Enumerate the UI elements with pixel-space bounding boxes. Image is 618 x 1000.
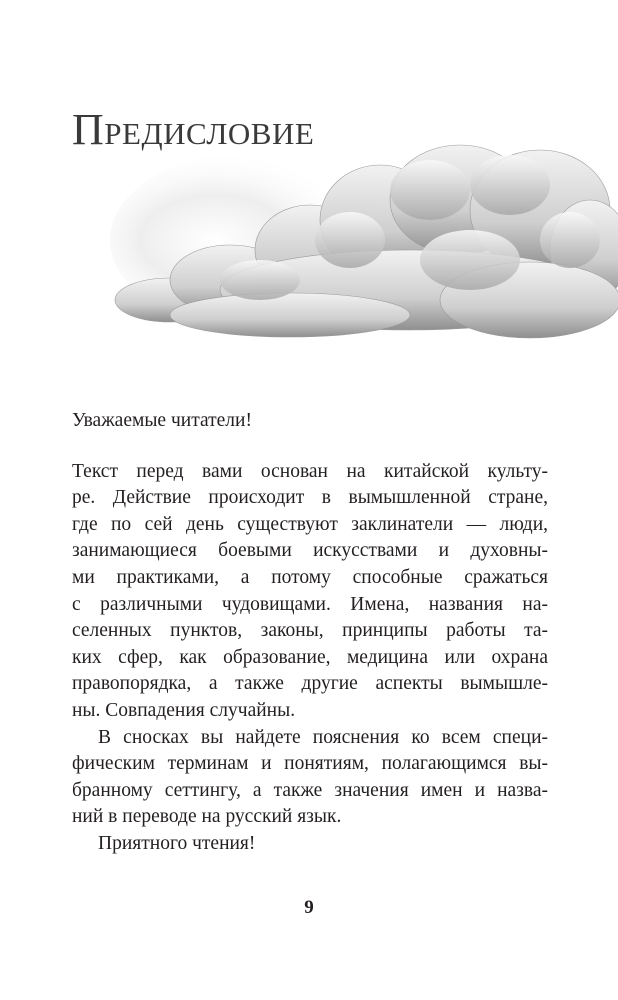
page-number: 9: [304, 897, 314, 918]
text-line: ны. Совпадения случайны.: [72, 699, 296, 721]
text-line: правопорядка, а также другие аспекты вымышле-: [72, 673, 548, 695]
paragraph-2: [72, 725, 548, 831]
text-line: Текст перед вами основан на китайской культу-: [72, 460, 548, 482]
text-line: ний в переводе на русский язык.: [72, 806, 342, 828]
text-line: ре. Действие происходит в вымышленной стране,: [72, 487, 548, 509]
text-line: занимающиеся боевыми искусствами и духовны-: [72, 540, 548, 562]
text-line: где по сей день существуют заклинатели — люди,: [72, 513, 548, 535]
clouds-illustration: [110, 130, 618, 360]
chapter-title: Предисловие: [72, 105, 315, 154]
text-line: селенных пунктов, законы, принципы работы та-: [72, 620, 548, 642]
text-line: с различными чудовищами. Имена, названия на-: [72, 593, 548, 615]
body-text: [72, 408, 548, 858]
paragraph-1: [72, 459, 548, 725]
text-line: В сносках вы найдете пояснения ко всем специ-: [98, 726, 548, 748]
closing: Приятного чтения!: [98, 832, 256, 854]
text-line: ми практиками, а потому способные сражаться: [72, 566, 548, 588]
text-line: бранному сеттингу, а также значения имен и назва-: [72, 779, 548, 801]
text-line: фическим терминам и понятиям, полагающимся вы-: [72, 753, 548, 775]
greeting: Уважаемые читатели!: [72, 410, 252, 431]
text-line: ких сфер, как образование, медицина или охрана: [72, 646, 548, 668]
